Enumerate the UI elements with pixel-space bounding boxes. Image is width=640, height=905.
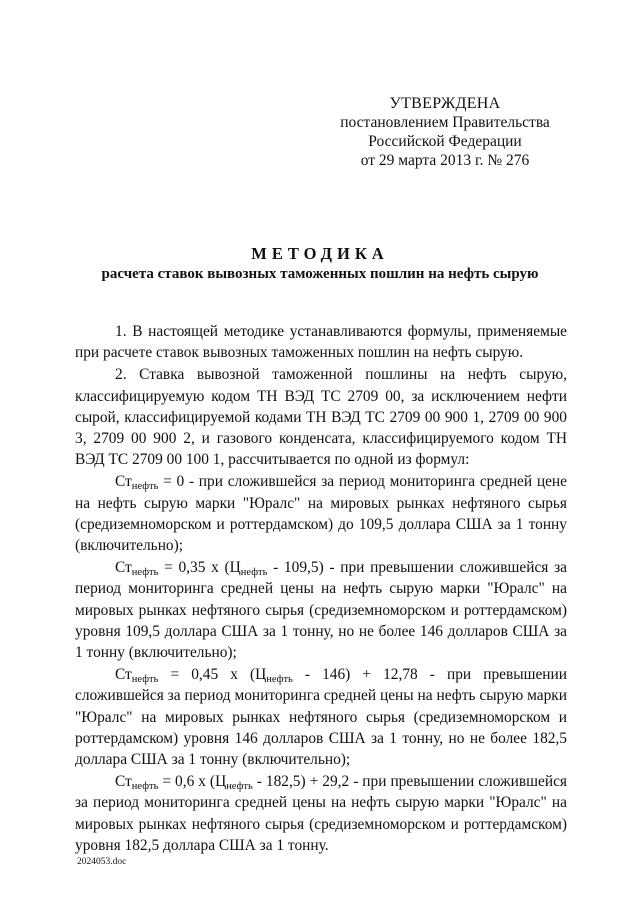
formula-3-head: = 0,45 х ( (158, 666, 256, 684)
formula-4 (75, 771, 567, 856)
paragraph-2: 2. Ставка вывозной таможенной пошлины на нефть сырую, классифицируемую кодом ТН ВЭД ТС 2709 00, за исключением нефти сырой, классифицируемой кодами ТН ВЭД ТС 2709 00 900 1, 2709 00 900 3, 2709 00 900 2, и газового конденсата, классифицируемого кодом ТН ВЭД ТС 2709 00 100 1, рассчитывается по одной из формул: (75, 366, 567, 469)
file-name-footer: 2024053.doc (77, 857, 127, 867)
formula-2-text: - 109,5) - при превышении сложившейся за период мониторинга средней цены на нефть сырую марки "Юралс" на мировых рынках нефтяного сырья (средиземноморском и роттердамском) уровня 109,5 доллара США за 1 тонну, но не более 146 долларов США за 1 тонну (включительно); (75, 559, 567, 662)
formula-subscript: нефть (131, 674, 159, 686)
formula-subscript: нефть (131, 481, 159, 493)
approval-heading: УТВЕРЖДЕНА (389, 95, 501, 112)
formula-2-head: = 0,35 х ( (158, 559, 230, 577)
formula-4-head: = 0,6 х ( (158, 773, 216, 791)
formula-symbol-ts: Ц (229, 559, 241, 577)
approval-stamp (340, 94, 550, 170)
document-title: МЕТОДИКА (251, 244, 389, 263)
approval-line-resolution: постановлением Правительства (340, 114, 550, 131)
formula-subscript: нефть (226, 781, 253, 793)
formula-subscript: нефть (131, 567, 159, 579)
formula-2 (75, 557, 567, 663)
formula-symbol-st: Ст (115, 666, 132, 684)
formula-symbol-st: Ст (115, 473, 132, 491)
formula-4-text: - 182,5) + 29,2 - при превышении сложившейся за период мониторинга средней цены на нефть сырую марки "Юралс" на мировых рынках нефтяного сырья (средиземноморском и роттердамском) уровня 182,5 доллара США за 1 тонну. (75, 773, 567, 854)
formula-symbol-ts: Ц (215, 773, 227, 791)
formula-3-text: - 146) + 12,78 - при превышении сложившейся за период мониторинга средней цены на нефть сырую марки "Юралс" на мировых рынках нефтяного сырья (средиземноморском и роттердамском) уровня 146 долларов США за 1 тонну, но не более 182,5 доллара США за 1 тонну (включительно); (75, 666, 568, 769)
formula-subscript: нефть (240, 567, 268, 579)
approval-line-date: от 29 марта 2013 г. № 276 (360, 152, 530, 169)
formula-3 (75, 664, 567, 770)
formula-subscript: нефть (266, 674, 293, 686)
formula-symbol-st: Ст (115, 773, 132, 791)
formula-symbol-ts: Ц (255, 666, 267, 684)
formula-1-text: = 0 - при сложившейся за период мониторинга средней цене на нефть сырую марки "Юралс" на мировых рынках нефтяного сырья (средиземноморском и роттердамском) до 109,5 доллара США за 1 тонну (включительно); (75, 473, 567, 555)
formula-1 (75, 471, 567, 556)
formula-subscript: нефть (131, 781, 159, 793)
approval-line-federation: Российской Федерации (368, 133, 522, 150)
formula-symbol-st: Ст (115, 559, 132, 577)
paragraph-1: 1. В настоящей методике устанавливаются формулы, применяемые при расчете ставок вывозных таможенных пошлин на нефть сырую. (75, 323, 567, 362)
document-body (75, 321, 567, 856)
document-subtitle: расчета ставок вывозных таможенных пошлин на нефть сырую (101, 266, 539, 282)
